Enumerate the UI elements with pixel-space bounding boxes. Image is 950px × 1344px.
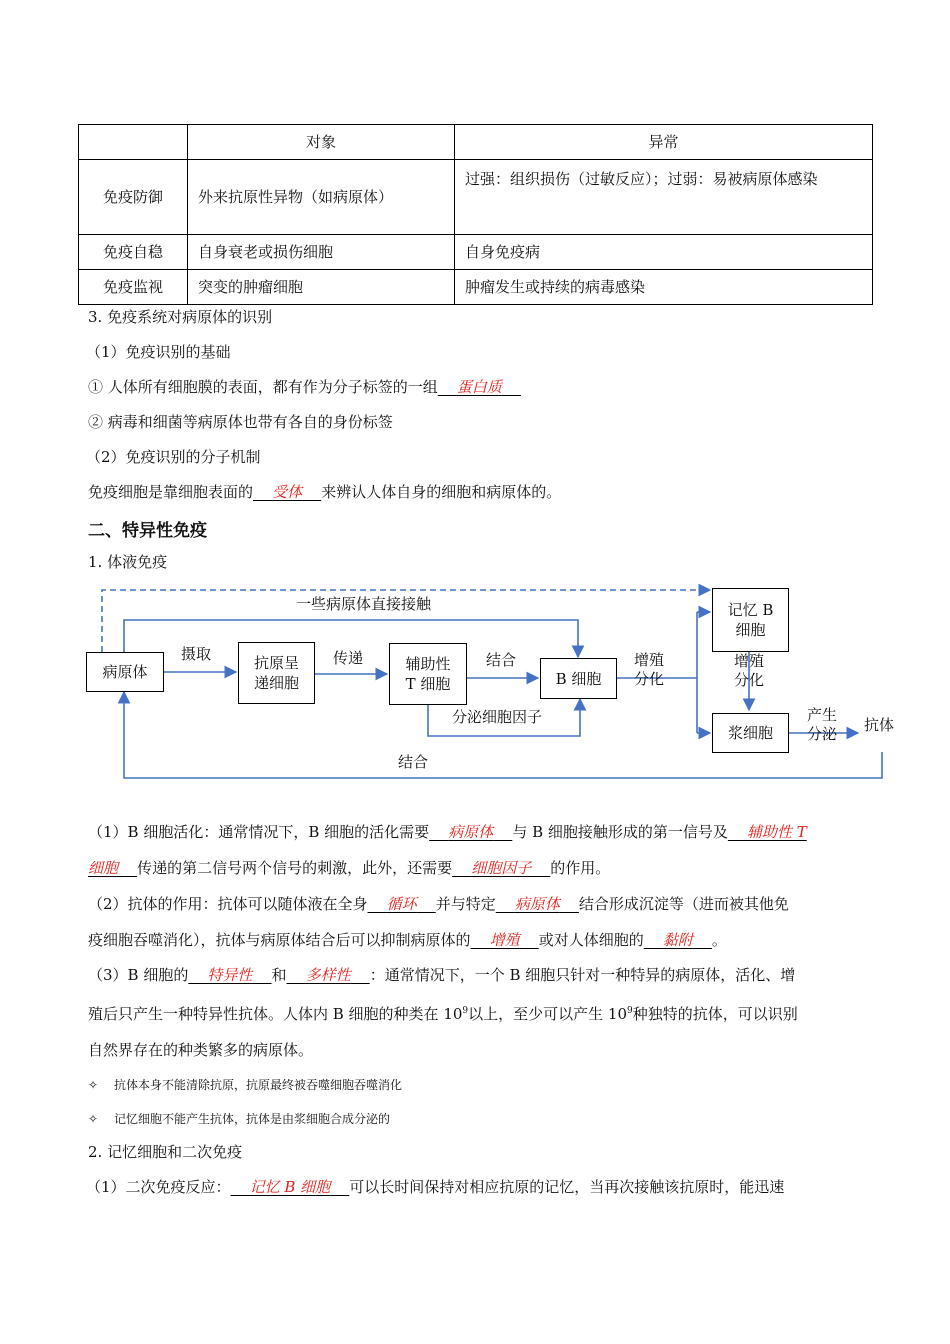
direct-contact-label: 一些病原体直接接触 [296, 595, 432, 613]
text: 和 [271, 966, 287, 984]
paragraph-antibody-function [88, 886, 868, 958]
text: 与 B 细胞接触形成的第一信号及 [512, 823, 728, 841]
answer-text: 增殖 [489, 931, 520, 949]
text: 的作用。 [550, 859, 611, 877]
text: （3）B 细胞的 [88, 966, 189, 984]
text: 自然界存在的种类繁多的病原体。 [88, 1041, 314, 1059]
text: 殖后只产生一种特异性抗体。人体内 B 细胞的种类在 10 [88, 1005, 463, 1023]
transmit-label: 传递 [333, 649, 364, 667]
text: 可以长时间保持对相应抗原的记忆，当再次接触该抗原时，能迅速 [349, 1178, 785, 1196]
note-text: 记忆细胞不能产生抗体，抗体是由浆细胞合成分泌的 [114, 1112, 391, 1126]
label-line: 分泌 [807, 725, 838, 743]
box-line: T 细胞 [405, 675, 451, 693]
answer-blank [644, 931, 712, 949]
section-heading: 2. 记忆细胞和二次免疫 [88, 1143, 243, 1161]
diamond-bullet-icon: ✧ [88, 1078, 99, 1092]
table-cell: 免疫防御 [79, 160, 188, 235]
exponent: 9 [462, 1006, 469, 1016]
answer-blank [471, 931, 539, 949]
answer-blank [188, 966, 271, 984]
text: （1）B 细胞活化：通常情况下，B 细胞的活化需要 [88, 823, 430, 841]
table-row [79, 235, 873, 270]
bind-return-label: 结合 [398, 753, 429, 771]
text: ：通常情况下，一个 B 细胞只针对一种特异的病原体，活化、增 [369, 966, 796, 984]
bind-label: 结合 [486, 651, 517, 669]
answer-blank [496, 895, 579, 913]
answer-text: 记忆 B 细胞 [249, 1178, 331, 1196]
answer-text: 细胞因子 [471, 859, 532, 877]
table-cell: 过强：组织损伤（过敏反应）；过弱：易被病原体感染 [455, 160, 873, 235]
text: ① 人体所有细胞膜的表面，都有作为分子标签的一组 [88, 378, 438, 396]
table-row [79, 160, 873, 235]
table-cell: 肿瘤发生或持续的病毒感染 [455, 270, 873, 305]
answer-blank [728, 823, 807, 841]
text: （1）二次免疫反应： [86, 1178, 231, 1196]
answer-text: 细胞 [88, 859, 119, 877]
diamond-bullet-icon: ✧ [88, 1112, 99, 1126]
proliferate-label [734, 652, 764, 690]
paragraph [88, 481, 561, 503]
table-cell: 免疫监视 [79, 270, 188, 305]
note-item [88, 1076, 402, 1093]
plasma-cell-box: 浆细胞 [712, 713, 789, 753]
answer-blank [253, 483, 321, 501]
table-header-cell [79, 125, 188, 160]
answer-text: 多样性 [305, 966, 351, 984]
table-row [79, 270, 873, 305]
answer-text: 辅助性 T [746, 823, 807, 841]
answer-blank [429, 823, 512, 841]
answer-text: 循环 [386, 895, 417, 913]
paragraph [88, 376, 521, 398]
text: 。 [711, 931, 727, 949]
cytokine-label: 分泌细胞因子 [452, 708, 543, 726]
text: 结合形成沉淀等（进而被其他免 [578, 895, 789, 913]
answer-text: 黏附 [662, 931, 693, 949]
paragraph [86, 1176, 784, 1198]
label-line: 分化 [634, 670, 665, 688]
answer-blank [438, 378, 521, 396]
label-line: 产生 [807, 706, 838, 724]
box-line: 辅助性 [405, 655, 451, 673]
paragraph: ② 病毒和细菌等病原体也带有各自的身份标签 [88, 413, 393, 431]
text: 传递的第二信号两个信号的刺激，此外，还需要 [137, 859, 453, 877]
answer-blank [452, 859, 550, 877]
box-line: 记忆 B [727, 601, 774, 619]
subheading: （1）免疫识别的基础 [86, 343, 231, 361]
text: 种独特的抗体，可以识别 [632, 1005, 798, 1023]
label-line: 增殖 [634, 651, 665, 669]
helper-t-cell-box [389, 643, 467, 705]
answer-text: 受体 [272, 483, 303, 501]
answer-blank [231, 1178, 350, 1196]
answer-blank [368, 895, 436, 913]
table-header-row [79, 125, 873, 160]
text: 以上，至少可以产生 10 [468, 1005, 628, 1023]
secrete-label [807, 706, 837, 744]
text: 疫细胞吞噬消化），抗体与病原体结合后可以抑制病原体的 [88, 931, 471, 949]
exponent: 9 [627, 1006, 633, 1016]
b-cell-box: B 细胞 [540, 658, 617, 699]
memory-b-cell-box [712, 588, 789, 652]
text: 免疫细胞是靠细胞表面的 [88, 483, 254, 501]
box-line: 抗原呈 [253, 654, 299, 672]
table-header-cell: 对象 [188, 125, 455, 160]
section-heading: 1. 体液免疫 [88, 553, 168, 571]
box-line: 细胞 [735, 621, 766, 639]
section-heading: 3. 免疫系统对病原体的识别 [88, 308, 273, 326]
text: 来辨认人体自身的细胞和病原体的。 [321, 483, 562, 501]
table-cell: 自身衰老或损伤细胞 [188, 235, 455, 270]
table-header-cell: 异常 [455, 125, 873, 160]
pathogen-box: 病原体 [86, 652, 164, 692]
box-line: 递细胞 [253, 674, 299, 692]
text: 并与特定 [435, 895, 496, 913]
text: 或对人体细胞的 [538, 931, 644, 949]
note-text: 抗体本身不能清除抗原，抗原最终被吞噬细胞吞噬消化 [114, 1078, 403, 1092]
answer-blank [287, 966, 370, 984]
table-cell: 自身免疫病 [455, 235, 873, 270]
immune-function-table [78, 124, 873, 305]
table-cell: 免疫自稳 [79, 235, 188, 270]
answer-text: 蛋白质 [456, 378, 502, 396]
answer-blank [88, 859, 137, 877]
uptake-label: 摄取 [181, 645, 212, 663]
answer-text: 特异性 [207, 966, 253, 984]
text: （2）抗体的作用：抗体可以随体液在全身 [88, 895, 368, 913]
label-line: 增殖 [734, 652, 765, 670]
label-line: 分化 [734, 671, 765, 689]
answer-text: 病原体 [448, 823, 494, 841]
antibody-label: 抗体 [864, 716, 895, 734]
apc-box [238, 642, 315, 704]
proliferate-label [634, 651, 664, 689]
table-cell: 突变的肿瘤细胞 [188, 270, 455, 305]
section-title: 二、特异性免疫 [88, 521, 207, 541]
note-item [88, 1110, 390, 1127]
paragraph-b-cell-activation [88, 814, 868, 886]
subheading: （2）免疫识别的分子机制 [86, 448, 261, 466]
paragraph-b-cell-diversity [88, 957, 868, 1068]
answer-text: 病原体 [514, 895, 560, 913]
table-cell: 外来抗原性异物（如病原体） [188, 160, 455, 235]
